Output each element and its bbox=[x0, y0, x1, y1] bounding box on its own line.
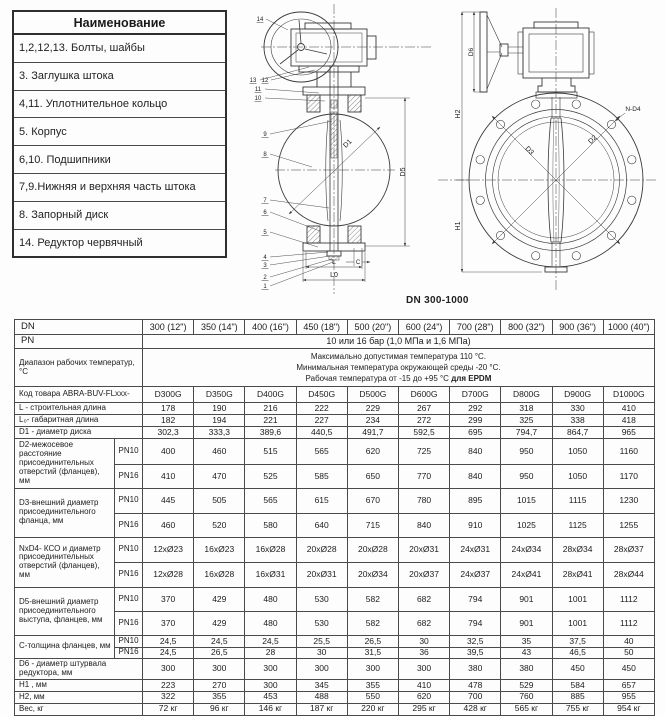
bolt-hole bbox=[476, 156, 484, 164]
spec-cell: 37,5 bbox=[552, 635, 603, 647]
parts-list-item: 6,10. Подшипники bbox=[14, 146, 225, 174]
spec-cell: 428 кг bbox=[450, 703, 501, 715]
spec-cell: 450 (18") bbox=[296, 320, 347, 335]
parts-list-item: 8. Запорный диск bbox=[14, 202, 225, 230]
temp-line: Минимальная температура окружающей среды -20 °C. bbox=[296, 362, 501, 372]
drawing-caption: DN 300-1000 bbox=[406, 295, 469, 306]
bolt-hole bbox=[628, 196, 636, 204]
spec-cell: 450 bbox=[603, 658, 654, 679]
spec-cell: 43 bbox=[501, 647, 552, 658]
spec-cell: D900G bbox=[552, 387, 603, 403]
spec-cell: 20xØ31 bbox=[398, 537, 449, 562]
spec-cell: 1170 bbox=[603, 464, 654, 488]
spec-cell: D300G bbox=[143, 387, 194, 403]
spec-cell: 333,3 bbox=[194, 426, 245, 438]
spec-cell: 96 кг bbox=[194, 703, 245, 715]
spec-cell: 470 bbox=[194, 464, 245, 488]
spec-cell: 190 bbox=[194, 403, 245, 415]
spec-row bbox=[15, 587, 655, 611]
spec-row-label: PN bbox=[15, 335, 143, 349]
dim-h1-label: H1 bbox=[455, 221, 462, 231]
spec-row bbox=[15, 426, 655, 438]
spec-cell: 582 bbox=[347, 587, 398, 611]
parts-list-header: Наименование bbox=[14, 12, 225, 35]
spec-cell: 580 bbox=[245, 513, 296, 537]
callout-leader-line bbox=[270, 262, 333, 286]
spec-row bbox=[15, 679, 655, 691]
callout-number: 3 bbox=[263, 263, 267, 269]
temp-line-text: Рабочая температура от -15 до +95 °C bbox=[305, 374, 452, 384]
spec-cell: 50 bbox=[603, 647, 654, 658]
spec-cell: 600 (24") bbox=[398, 320, 449, 335]
spec-cell: 445 bbox=[143, 488, 194, 513]
spec-cell: 267 bbox=[398, 403, 449, 415]
spec-cell: 400 bbox=[143, 438, 194, 464]
spec-cell: 620 bbox=[398, 691, 449, 703]
spec-cell: 565 bbox=[296, 438, 347, 464]
spec-pn-cell: PN10 bbox=[115, 488, 143, 513]
spec-cell: 1001 bbox=[552, 587, 603, 611]
spec-cell: 36 bbox=[398, 647, 449, 658]
spec-cell: 505 bbox=[194, 488, 245, 513]
spec-cell: 1230 bbox=[603, 488, 654, 513]
spec-cell: 20xØ28 bbox=[296, 537, 347, 562]
spec-cell: 16xØ28 bbox=[194, 562, 245, 587]
spec-cell: 565 bbox=[245, 488, 296, 513]
spec-row-label: D5-внешний диаметр присоединительного выступа, фланцев, мм bbox=[15, 587, 115, 635]
left-drawing-section-view bbox=[233, 0, 435, 298]
spec-cell: 1001 bbox=[552, 611, 603, 635]
bolt-hole bbox=[572, 252, 580, 260]
dim-l-label: L bbox=[332, 259, 336, 266]
spec-cell: 650 bbox=[347, 464, 398, 488]
spec-cell: 32,5 bbox=[450, 635, 501, 647]
spec-cell: 300 bbox=[194, 658, 245, 679]
spec-pn-cell: PN10 bbox=[115, 635, 143, 647]
spec-cell: 16xØ23 bbox=[194, 537, 245, 562]
dim-d6-label: D6 bbox=[468, 47, 475, 57]
spec-cell: 840 bbox=[450, 438, 501, 464]
spec-cell: 682 bbox=[398, 611, 449, 635]
spec-pn-cell: PN10 bbox=[115, 537, 143, 562]
spec-cell: 222 bbox=[296, 403, 347, 415]
spec-cell: 24,5 bbox=[245, 635, 296, 647]
spec-pn-cell: PN16 bbox=[115, 562, 143, 587]
spec-row-label: L₀- габаритная длина bbox=[15, 414, 143, 426]
spec-cell: 780 bbox=[398, 488, 449, 513]
spec-cell: 220 кг bbox=[347, 703, 398, 715]
spec-cell: 300 bbox=[245, 679, 296, 691]
spec-cell: 670 bbox=[347, 488, 398, 513]
spec-cell: 30 bbox=[398, 635, 449, 647]
spec-row-label: D2-межосевое расстояние присоединительных отверстий (фланцев), мм bbox=[15, 438, 115, 488]
spec-cell: 300 bbox=[347, 658, 398, 679]
dim-d3-label: D3 bbox=[523, 145, 535, 157]
spec-cell: 725 bbox=[398, 438, 449, 464]
parts-list-item: 3. Заглушка штока bbox=[14, 63, 225, 91]
spec-pn-cell: PN10 bbox=[115, 587, 143, 611]
spec-row-label: D6 - диаметр штурвала редуктора, мм bbox=[15, 658, 143, 679]
spec-pn-cell: PN16 bbox=[115, 464, 143, 488]
spec-cell: 1025 bbox=[501, 513, 552, 537]
dim-d5-label: D5 bbox=[400, 167, 407, 177]
spec-cell: 760 bbox=[501, 691, 552, 703]
spec-cell: 46,5 bbox=[552, 647, 603, 658]
spec-cell: 28xØ34 bbox=[552, 537, 603, 562]
spec-row-label: Вес, кг bbox=[15, 703, 143, 715]
spec-cell: 178 bbox=[143, 403, 194, 415]
spec-row bbox=[15, 438, 655, 464]
spec-cell: 400 (16") bbox=[245, 320, 296, 335]
spec-cell: 24xØ31 bbox=[450, 537, 501, 562]
spec-cell: 585 bbox=[296, 464, 347, 488]
callout-leader-line bbox=[270, 252, 328, 257]
spec-cell: 300 (12") bbox=[143, 320, 194, 335]
spec-cell: 330 bbox=[552, 403, 603, 415]
spec-cell: 530 bbox=[296, 587, 347, 611]
spec-cell: 12xØ23 bbox=[143, 537, 194, 562]
callout-number: 4 bbox=[263, 255, 267, 261]
spec-cell: 318 bbox=[501, 403, 552, 415]
spec-cell: 480 bbox=[245, 587, 296, 611]
spec-row bbox=[15, 320, 655, 335]
callout-number: 1 bbox=[263, 284, 267, 290]
callout-number: 6 bbox=[263, 210, 267, 216]
temp-line: Максимально допустимая температура 110 °C. bbox=[310, 351, 487, 361]
spec-cell: 755 кг bbox=[552, 703, 603, 715]
spec-cell: 146 кг bbox=[245, 703, 296, 715]
spec-cell: 955 bbox=[603, 691, 654, 703]
spec-cell: 1160 bbox=[603, 438, 654, 464]
spec-row-label: D3-внешний диаметр присоединительного фланца, мм bbox=[15, 488, 115, 537]
spec-row bbox=[15, 691, 655, 703]
spec-pn-cell: PN16 bbox=[115, 611, 143, 635]
callout-number: 12 bbox=[261, 78, 269, 84]
spec-cell: D450G bbox=[296, 387, 347, 403]
callout-number: 2 bbox=[263, 275, 267, 281]
spec-cell: 640 bbox=[296, 513, 347, 537]
callout-number: 9 bbox=[263, 132, 267, 138]
spec-cell: 864,7 bbox=[552, 426, 603, 438]
spec-row bbox=[15, 349, 655, 387]
spec-cell: 20xØ31 bbox=[296, 562, 347, 587]
spec-cell: 592,5 bbox=[398, 426, 449, 438]
spec-cell: 25,5 bbox=[296, 635, 347, 647]
spec-cell: 480 bbox=[245, 611, 296, 635]
spec-cell: 24xØ37 bbox=[450, 562, 501, 587]
spec-cell: 840 bbox=[450, 464, 501, 488]
right-drawing-front-view bbox=[430, 2, 663, 294]
spec-cell: 954 кг bbox=[603, 703, 654, 715]
spec-cell: 300 bbox=[143, 658, 194, 679]
spec-row-label: NxD4- КСО и диаметр присоединительных отверстий (фланцев), мм bbox=[15, 537, 115, 587]
callout-leader-line bbox=[270, 154, 312, 167]
spec-cell: 380 bbox=[501, 658, 552, 679]
spec-cell: 1112 bbox=[603, 587, 654, 611]
spec-row bbox=[15, 387, 655, 403]
dim-c-label: C bbox=[355, 260, 361, 266]
spec-row-label: L - строительная длина bbox=[15, 403, 143, 415]
spec-cell: 338 bbox=[552, 414, 603, 426]
spec-cell: 300 bbox=[296, 658, 347, 679]
spec-cell: D350G bbox=[194, 387, 245, 403]
spec-row-label: Код товара ABRA-BUV-FLxxx- bbox=[15, 387, 143, 403]
spec-row bbox=[15, 488, 655, 513]
spec-cell: 370 bbox=[143, 611, 194, 635]
spec-cell: 530 bbox=[296, 611, 347, 635]
spec-cell: 223 bbox=[143, 679, 194, 691]
callout-number: 13 bbox=[249, 78, 257, 84]
spec-cell: 182 bbox=[143, 414, 194, 426]
spec-row-label: H2, мм bbox=[15, 691, 143, 703]
spec-cell: D600G bbox=[398, 387, 449, 403]
spec-cell: 529 bbox=[501, 679, 552, 691]
callout-leader-line bbox=[270, 200, 329, 208]
spec-cell: D500G bbox=[347, 387, 398, 403]
spec-cell: 885 bbox=[552, 691, 603, 703]
spec-cell: 582 bbox=[347, 611, 398, 635]
worm-gearbox bbox=[291, 23, 376, 87]
spec-cell: 272 bbox=[398, 414, 449, 426]
spec-cell: 620 bbox=[347, 438, 398, 464]
spec-cell: 39,5 bbox=[450, 647, 501, 658]
spec-cell: 901 bbox=[501, 611, 552, 635]
spec-cell: 20xØ28 bbox=[347, 537, 398, 562]
bolt-hole bbox=[532, 252, 540, 260]
spec-cell: 491,7 bbox=[347, 426, 398, 438]
spec-row bbox=[15, 658, 655, 679]
spec-cell: 429 bbox=[194, 611, 245, 635]
spec-cell: 26,5 bbox=[347, 635, 398, 647]
bolt-hole bbox=[476, 196, 484, 204]
spec-cell: 35 bbox=[501, 635, 552, 647]
spec-row-label: DN bbox=[15, 320, 143, 335]
spec-cell: 24xØ41 bbox=[501, 562, 552, 587]
spec-cell: 418 bbox=[603, 414, 654, 426]
dim-h2-label: H2 bbox=[455, 109, 462, 119]
spec-cell: 295 кг bbox=[398, 703, 449, 715]
spec-pn-cell: PN16 bbox=[115, 513, 143, 537]
spec-cell: 950 bbox=[501, 438, 552, 464]
spec-pn-cell: PN16 bbox=[115, 647, 143, 658]
spec-row-label: D1 - диаметр диска bbox=[15, 426, 143, 438]
callout-leader-line bbox=[265, 89, 319, 93]
spec-cell: 345 bbox=[296, 679, 347, 691]
callout-number: 11 bbox=[254, 87, 262, 93]
spec-table bbox=[14, 319, 655, 716]
spec-cell: 488 bbox=[296, 691, 347, 703]
bolt-hole bbox=[572, 100, 580, 108]
spec-cell: 30 bbox=[296, 647, 347, 658]
spec-cell: 1000 (40") bbox=[603, 320, 654, 335]
spec-cell: 965 bbox=[603, 426, 654, 438]
parts-list-body bbox=[14, 35, 225, 256]
spec-cell: 770 bbox=[398, 464, 449, 488]
spec-cell: 565 кг bbox=[501, 703, 552, 715]
spec-cell: 24xØ34 bbox=[501, 537, 552, 562]
spec-cell: 72 кг bbox=[143, 703, 194, 715]
spec-cell: D700G bbox=[450, 387, 501, 403]
parts-list-item: 14. Редуктор червячный bbox=[19, 236, 143, 249]
spec-cell: 322 bbox=[143, 691, 194, 703]
spec-cell: 1255 bbox=[603, 513, 654, 537]
spec-cell: 355 bbox=[347, 679, 398, 691]
spec-pn-cell: PN10 bbox=[115, 438, 143, 464]
spec-temp-cell bbox=[143, 349, 655, 387]
spec-row bbox=[15, 335, 655, 349]
spec-cell: 1050 bbox=[552, 438, 603, 464]
dimension-lines bbox=[289, 98, 410, 282]
spec-cell: 24,5 bbox=[143, 635, 194, 647]
spec-cell: 794 bbox=[450, 587, 501, 611]
bolt-hole bbox=[628, 156, 636, 164]
spec-cell: 1112 bbox=[603, 611, 654, 635]
spec-cell: 270 bbox=[194, 679, 245, 691]
parts-list-item: 1,2,12,13. Болты, шайбы bbox=[14, 35, 225, 63]
spec-cell: 520 bbox=[194, 513, 245, 537]
spec-cell: 453 bbox=[245, 691, 296, 703]
bolt-hole bbox=[532, 100, 540, 108]
spec-cell: 28xØ41 bbox=[552, 562, 603, 587]
spec-cell: 28xØ44 bbox=[603, 562, 654, 587]
spec-row bbox=[15, 403, 655, 415]
spec-cell: 460 bbox=[143, 513, 194, 537]
side-handwheel bbox=[480, 12, 523, 92]
spec-cell: 700 (28") bbox=[450, 320, 501, 335]
spec-cell: 28 bbox=[245, 647, 296, 658]
parts-list-item: 7,9.Нижняя и верхняя часть штока bbox=[14, 174, 225, 202]
dim-l0-label: L0 bbox=[330, 272, 338, 279]
callout-number: 7 bbox=[263, 198, 267, 204]
spec-cell: 695 bbox=[450, 426, 501, 438]
spec-row bbox=[15, 537, 655, 562]
dim-d2-label: D2 bbox=[587, 134, 599, 146]
spec-cell: 12xØ28 bbox=[143, 562, 194, 587]
spec-cell: 429 bbox=[194, 587, 245, 611]
callout-leader-line bbox=[271, 70, 315, 80]
spec-cell: 715 bbox=[347, 513, 398, 537]
spec-row bbox=[15, 703, 655, 715]
parts-list-item: 5. Корпус bbox=[14, 118, 225, 146]
spec-cell: 910 bbox=[450, 513, 501, 537]
spec-row-label: H1 , мм bbox=[15, 679, 143, 691]
spec-cell: 794,7 bbox=[501, 426, 552, 438]
callout-number: 5 bbox=[263, 230, 267, 236]
dim-nd4-label: N-D4 bbox=[625, 106, 641, 113]
spec-cell: 1125 bbox=[552, 513, 603, 537]
spec-cell: 584 bbox=[552, 679, 603, 691]
spec-cell: 227 bbox=[296, 414, 347, 426]
callout-number: 10 bbox=[254, 96, 262, 102]
spec-cell: 840 bbox=[398, 513, 449, 537]
spec-cell: 525 bbox=[245, 464, 296, 488]
spec-cell: D1000G bbox=[603, 387, 654, 403]
parts-list-table bbox=[12, 10, 227, 258]
spec-cell: D400G bbox=[245, 387, 296, 403]
spec-cell: 325 bbox=[501, 414, 552, 426]
spec-cell: 460 bbox=[194, 438, 245, 464]
spec-cell: 194 bbox=[194, 414, 245, 426]
spec-cell: 300 bbox=[398, 658, 449, 679]
spec-cell: 229 bbox=[347, 403, 398, 415]
dim-d1-label: D1 bbox=[342, 138, 354, 150]
spec-cell: 24,5 bbox=[194, 635, 245, 647]
spec-cell: 1050 bbox=[552, 464, 603, 488]
spec-cell: 1115 bbox=[552, 488, 603, 513]
temp-line-bold: для EPDM bbox=[451, 374, 492, 384]
spec-cell: 615 bbox=[296, 488, 347, 513]
spec-cell: 234 bbox=[347, 414, 398, 426]
spec-cell: 410 bbox=[398, 679, 449, 691]
temp-line bbox=[143, 373, 654, 384]
spec-cell: 40 bbox=[603, 635, 654, 647]
spec-cell: 20xØ34 bbox=[347, 562, 398, 587]
spec-cell: 440,5 bbox=[296, 426, 347, 438]
parts-list-item: 4,11. Уплотнительное кольцо bbox=[14, 91, 225, 119]
spec-cell: 682 bbox=[398, 587, 449, 611]
spec-cell: 16xØ31 bbox=[245, 562, 296, 587]
spec-cell: 216 bbox=[245, 403, 296, 415]
spec-cell: 16xØ28 bbox=[245, 537, 296, 562]
callout-leader-line bbox=[270, 121, 332, 134]
spec-cell: 1015 bbox=[501, 488, 552, 513]
spec-cell: 26,5 bbox=[194, 647, 245, 658]
spec-cell: 794 bbox=[450, 611, 501, 635]
spec-cell: 350 (14") bbox=[194, 320, 245, 335]
spec-cell: 28xØ37 bbox=[603, 537, 654, 562]
spec-cell: 410 bbox=[143, 464, 194, 488]
spec-cell: 187 кг bbox=[296, 703, 347, 715]
spec-cell: 500 (20") bbox=[347, 320, 398, 335]
callout-number: 14 bbox=[256, 17, 264, 23]
spec-cell: 450 bbox=[552, 658, 603, 679]
spec-cell: 355 bbox=[194, 691, 245, 703]
spec-cell: 20xØ37 bbox=[398, 562, 449, 587]
spec-cell: 657 bbox=[603, 679, 654, 691]
spec-row-label: C-толщина фланцев, мм bbox=[15, 635, 115, 658]
spec-row bbox=[15, 635, 655, 647]
spec-cell: 410 bbox=[603, 403, 654, 415]
spec-cell: 302,3 bbox=[143, 426, 194, 438]
spec-row bbox=[15, 414, 655, 426]
spec-cell: 900 (36") bbox=[552, 320, 603, 335]
spec-span-cell: 10 или 16 бар (1,0 МПа и 1,6 МПа) bbox=[143, 335, 655, 349]
spec-row-label: Диапазон рабочих температур, °C bbox=[15, 349, 143, 387]
spec-cell: 895 bbox=[450, 488, 501, 513]
callout-number: 8 bbox=[263, 152, 267, 158]
spec-cell: 700 bbox=[450, 691, 501, 703]
spec-cell: 901 bbox=[501, 587, 552, 611]
spec-cell: 515 bbox=[245, 438, 296, 464]
spec-cell: 389,6 bbox=[245, 426, 296, 438]
spec-cell: 950 bbox=[501, 464, 552, 488]
spec-cell: 300 bbox=[245, 658, 296, 679]
spec-cell: 24,5 bbox=[143, 647, 194, 658]
spec-cell: 31,5 bbox=[347, 647, 398, 658]
spec-cell: 800 (32") bbox=[501, 320, 552, 335]
callout-leader-line bbox=[270, 256, 330, 265]
spec-cell: 380 bbox=[450, 658, 501, 679]
spec-cell: 292 bbox=[450, 403, 501, 415]
spec-cell: 550 bbox=[347, 691, 398, 703]
spec-cell: 221 bbox=[245, 414, 296, 426]
spec-cell: 478 bbox=[450, 679, 501, 691]
spec-cell: 370 bbox=[143, 587, 194, 611]
spec-cell: D800G bbox=[501, 387, 552, 403]
spec-cell: 299 bbox=[450, 414, 501, 426]
